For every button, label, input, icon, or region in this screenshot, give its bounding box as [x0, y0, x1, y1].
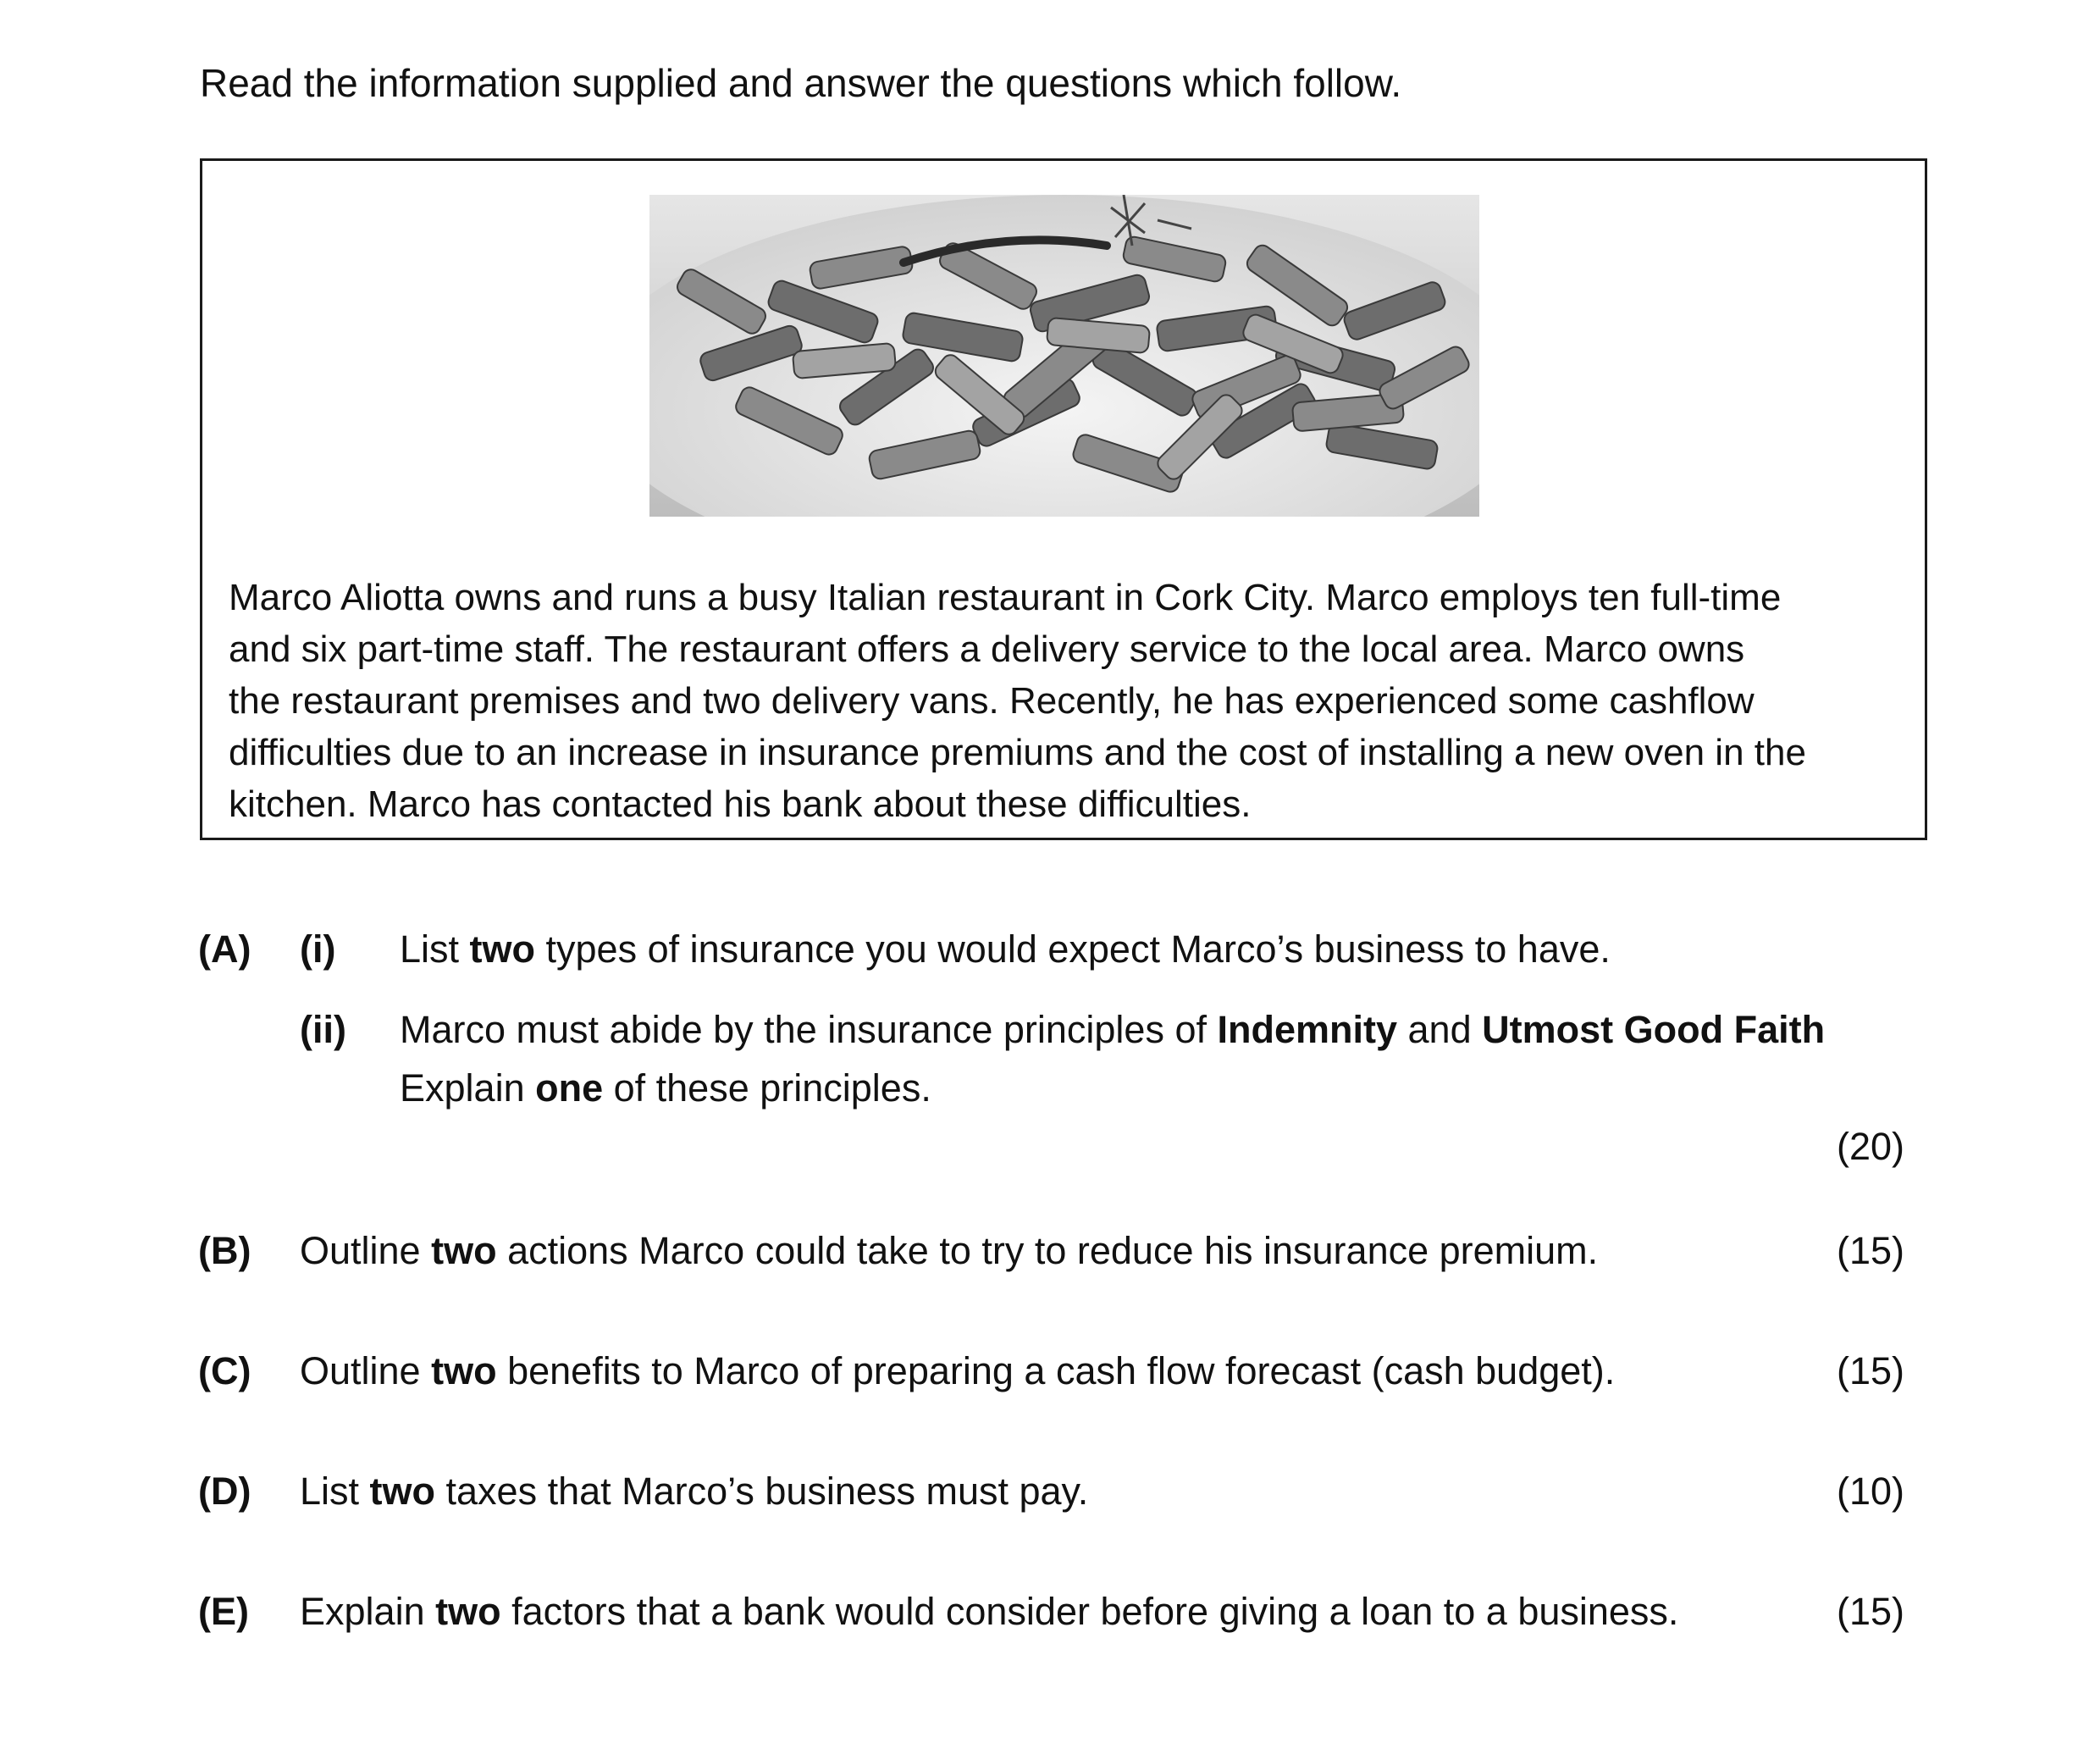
- question-d-marks: (10): [1836, 1470, 1904, 1513]
- question-c-text: Outline two benefits to Marco of preparing a cash flow forecast (cash budget).: [300, 1349, 1616, 1392]
- case-study-box: [200, 158, 1927, 840]
- question-a-i-text: List two types of insurance you would expect Marco’s business to have.: [400, 927, 1611, 971]
- case-study-text: [229, 572, 1914, 830]
- question-e-marks: (15): [1836, 1590, 1904, 1633]
- question-b-marks: (15): [1836, 1229, 1904, 1272]
- question-d-text: List two taxes that Marco’s business must pay.: [300, 1470, 1089, 1513]
- instructions: Read the information supplied and answer the questions which follow.: [200, 61, 1402, 105]
- question-a-ii-line1: Marco must abide by the insurance principles of Indemnity and Utmost Good Faith: [400, 1008, 1826, 1051]
- question-d-label: (D): [198, 1470, 251, 1513]
- question-c-marks: (15): [1836, 1349, 1904, 1392]
- question-c-label: (C): [198, 1349, 251, 1392]
- question-e-label: (E): [198, 1590, 249, 1633]
- case-line: difficulties due to an increase in insurance premiums and the cost of installing a new oven in the: [229, 732, 1806, 773]
- question-a-label: (A): [198, 927, 251, 971]
- question-b-text: Outline two actions Marco could take to try to reduce his insurance premium.: [300, 1229, 1599, 1272]
- case-line: the restaurant premises and two delivery vans. Recently, he has experienced some cashflow: [229, 680, 1755, 722]
- question-a-ii-label: (ii): [300, 1008, 346, 1051]
- question-a-i-label: (i): [300, 927, 336, 971]
- question-a-ii-line2: Explain one of these principles.: [400, 1066, 931, 1110]
- case-line: kitchen. Marco has contacted his bank about these difficulties.: [229, 783, 1252, 825]
- case-line: Marco Aliotta owns and runs a busy Italian restaurant in Cork City. Marco employs ten full-time: [229, 577, 1782, 618]
- question-b-label: (B): [198, 1229, 251, 1272]
- pasta-photo-icon: [649, 195, 1479, 517]
- question-a-marks: (20): [1836, 1125, 1904, 1168]
- case-line: and six part-time staff. The restaurant offers a delivery service to the local area. Marco owns: [229, 628, 1745, 670]
- question-e-text: Explain two factors that a bank would consider before giving a loan to a business.: [300, 1590, 1679, 1633]
